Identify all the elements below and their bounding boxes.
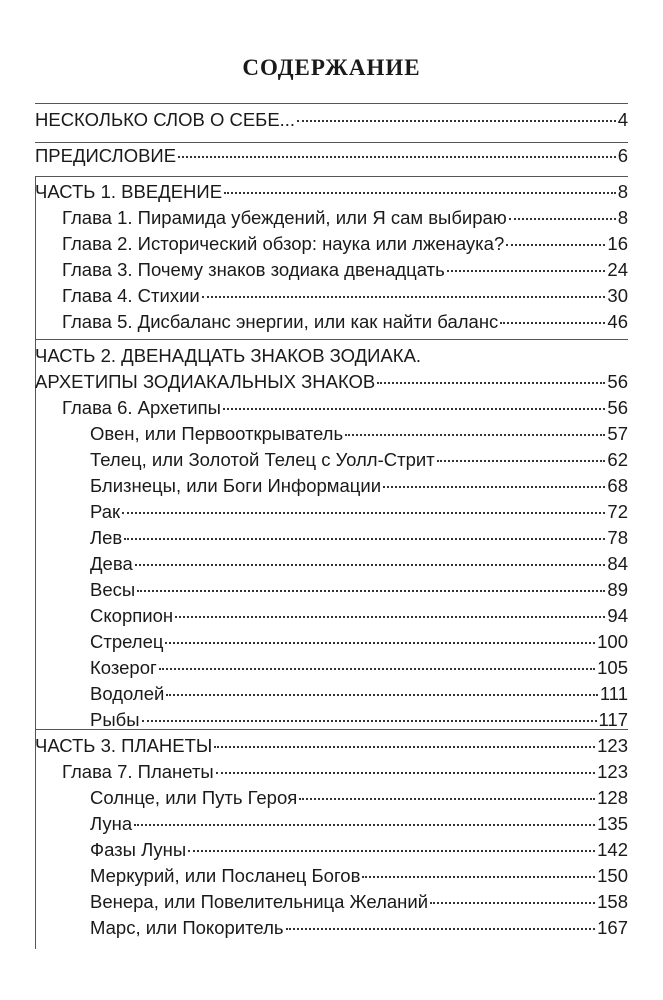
toc-entry-label: Скорпион [90,605,174,626]
toc-entry[interactable] [90,447,628,473]
toc-entry[interactable] [90,707,628,733]
toc-entry-page: 117 [598,709,628,730]
dot-leader [122,512,605,514]
toc-entry-page: 123 [597,735,628,756]
toc-entry[interactable] [62,395,628,421]
toc-entry-label: Козерог [90,657,157,678]
toc-entry-page: 30 [607,285,628,306]
toc-entry[interactable] [62,283,628,309]
dot-leader [430,902,595,904]
toc-entry[interactable] [90,863,628,889]
dot-leader [142,720,597,722]
toc-entry[interactable] [35,369,628,395]
toc-entry-label: НЕСКОЛЬКО СЛОВ О СЕБЕ... [35,109,296,130]
toc-entry-page: 8 [617,181,628,202]
toc-entry[interactable] [90,915,628,941]
toc-entry-label: Овен, или Первооткрыватель [90,423,344,444]
toc-entry-label: ПРЕДИСЛОВИЕ [35,145,177,166]
toc-entry-label: АРХЕТИПЫ ЗОДИАКАЛЬНЫХ ЗНАКОВ [35,371,376,392]
toc-entry[interactable] [90,421,628,447]
toc-entry[interactable] [90,681,628,707]
dot-leader [377,382,605,384]
toc-entry-label: ЧАСТЬ 2. ДВЕНАДЦАТЬ ЗНАКОВ ЗОДИАКА. [35,345,422,366]
toc-entry-page: 56 [607,371,628,392]
toc-entry-page: 128 [597,787,628,808]
dot-leader [224,192,616,194]
toc-entry[interactable] [35,733,628,759]
toc-entry-page: 142 [597,839,628,860]
toc-entry-label: Водолей [90,683,165,704]
section-divider [35,176,628,177]
toc-entry[interactable] [62,257,628,283]
toc-entry-label: Лев [90,527,123,548]
toc-entry[interactable] [35,343,628,369]
toc-entry-page: 84 [607,553,628,574]
toc-entry-label: Солнце, или Путь Героя [90,787,298,808]
dot-leader [178,156,616,158]
toc-entry-page: 105 [597,657,628,678]
toc-entry-label: Глава 6. Архетипы [62,397,221,418]
part-bracket-line [35,729,36,949]
toc-entry-page: 135 [597,813,628,834]
part-bracket-line [35,339,36,729]
dot-leader [506,244,605,246]
dot-leader [202,296,606,298]
toc-entry[interactable] [90,889,628,915]
toc-entry-label: Рак [90,501,121,522]
toc-entry-label: Венера, или Повелительница Желаний [90,891,429,912]
toc-entry-page: 150 [597,865,628,886]
toc-entry[interactable] [90,577,628,603]
toc-entry-label: Телец, или Золотой Телец с Уолл-Стрит [90,449,435,470]
section-divider [35,103,628,104]
dot-leader [166,694,598,696]
toc-entry-page: 78 [607,527,628,548]
toc-entry-page: 111 [599,683,628,704]
toc-entry-page: 158 [597,891,628,912]
dot-leader [216,772,595,774]
toc-entry[interactable] [62,759,628,785]
toc-entry-label: Стрелец [90,631,164,652]
toc-entry-label: Глава 1. Пирамида убеждений, или Я сам выбираю [62,207,507,228]
toc-entry[interactable] [90,811,628,837]
dot-leader [165,642,595,644]
toc-entry[interactable] [35,179,628,205]
toc-entry[interactable] [90,499,628,525]
toc-entry[interactable] [90,551,628,577]
dot-leader [500,322,605,324]
toc-entry-label: ЧАСТЬ 3. ПЛАНЕТЫ [35,735,213,756]
toc-entry[interactable] [90,655,628,681]
dot-leader [299,798,595,800]
toc-entry[interactable] [35,107,628,133]
toc-entry-label: Весы [90,579,136,600]
dot-leader [175,616,605,618]
toc-entry-page: 57 [607,423,628,444]
toc-entry[interactable] [90,837,628,863]
toc-entry-label: ЧАСТЬ 1. ВВЕДЕНИЕ [35,181,223,202]
dot-leader [124,538,605,540]
toc-entry-page: 94 [607,605,628,626]
toc-entry-page: 72 [607,501,628,522]
toc-entry[interactable] [35,143,628,169]
dot-leader [286,928,596,930]
toc-entry-label: Глава 2. Исторический обзор: наука или лженаука? [62,233,505,254]
toc-entry-page: 16 [607,233,628,254]
dot-leader [135,564,606,566]
dot-leader [297,120,616,122]
toc-entry[interactable] [90,603,628,629]
toc-entry[interactable] [62,309,628,335]
toc-entry[interactable] [90,473,628,499]
dot-leader [137,590,605,592]
toc-entry-page: 24 [607,259,628,280]
toc-entry-label: Глава 5. Дисбаланс энергии, или как найти баланс [62,311,499,332]
dot-leader [134,824,595,826]
toc-entry[interactable] [90,525,628,551]
toc-entry[interactable] [62,205,628,231]
toc-entry-page: 89 [607,579,628,600]
dot-leader [188,850,595,852]
toc-entry-page: 8 [617,207,628,228]
toc-entry-page: 123 [597,761,628,782]
toc-entry-page: 46 [607,311,628,332]
toc-entry-label: Фазы Луны [90,839,187,860]
toc-entry-page: 4 [617,109,628,130]
dot-leader [223,408,605,410]
toc-entry-label: Близнецы, или Боги Информации [90,475,382,496]
page-title: СОДЕРЖАНИЕ [242,55,421,80]
toc-entry-page: 6 [617,145,628,166]
toc-entry[interactable] [62,231,628,257]
toc-entry[interactable] [90,785,628,811]
toc-entry-page: 167 [597,917,628,938]
toc-entry-page: 100 [597,631,628,652]
dot-leader [214,746,595,748]
toc-entry-label: Дева [90,553,133,574]
dot-leader [362,876,595,878]
section-divider [35,339,628,340]
toc-entry-label: Глава 3. Почему знаков зодиака двенадцать [62,259,445,280]
dot-leader [437,460,606,462]
dot-leader [383,486,605,488]
toc-entry-label: Меркурий, или Посланец Богов [90,865,361,886]
toc-entry[interactable] [90,629,628,655]
dot-leader [447,270,606,272]
toc-entry-page: 68 [607,475,628,496]
toc-entry-label: Рыбы [90,709,140,730]
toc-entry-label: Марс, или Покоритель [90,917,284,938]
toc-entry-label: Глава 7. Планеты [62,761,214,782]
toc-entry-page: 62 [607,449,628,470]
toc-entry-label: Глава 4. Стихии [62,285,200,306]
dot-leader [159,668,595,670]
toc-entry-label: Луна [90,813,133,834]
dot-leader [345,434,605,436]
dot-leader [509,218,616,220]
toc-entry-page: 56 [607,397,628,418]
